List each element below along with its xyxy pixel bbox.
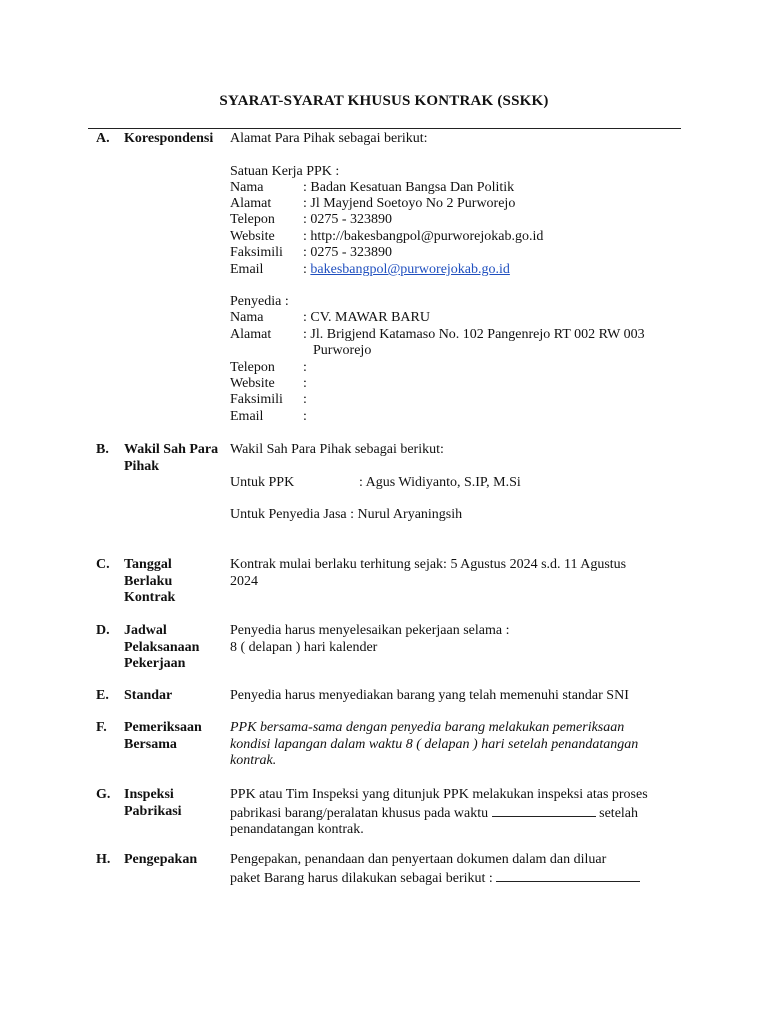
section-f-letter: F. xyxy=(96,720,107,735)
ppk-alamat-label: Alamat xyxy=(230,196,272,211)
section-f-heading-line2: Bersama xyxy=(124,736,177,752)
section-h-text-line2 xyxy=(230,869,640,888)
penyedia-telepon-value: : xyxy=(303,360,307,375)
section-f-text-line1: PPK bersama-sama dengan penyedia barang melakukan pemeriksaan xyxy=(230,720,625,735)
section-h-letter: H. xyxy=(96,852,111,867)
penyedia-website-label: Website xyxy=(230,376,275,391)
section-g-text-line1: PPK atau Tim Inspeksi yang ditunjuk PPK melakukan inspeksi atas proses xyxy=(230,787,648,802)
section-a-heading: Korespondensi xyxy=(124,131,214,146)
section-c-text-line2: 2024 xyxy=(230,573,258,589)
penyedia-alamat-label: Alamat xyxy=(230,327,272,342)
ppk-telepon-label: Telepon xyxy=(230,212,275,227)
penyedia-faksimili-value: : xyxy=(303,392,307,407)
wakil-ppk-value: : Agus Widiyanto, S.IP, M.Si xyxy=(359,475,521,490)
section-g-heading-line2: Pabrikasi xyxy=(124,803,182,819)
penyedia-label: Penyedia : xyxy=(230,294,289,309)
ppk-website-label: Website xyxy=(230,229,275,244)
section-d-text-line1: Penyedia harus menyelesaikan pekerjaan selama : xyxy=(230,623,510,638)
penyedia-nama-value: : CV. MAWAR BARU xyxy=(303,310,430,325)
ppk-email-colon: : xyxy=(303,262,307,277)
section-d-heading-line2: Pelaksanaan xyxy=(124,639,200,655)
ppk-faksimili-value: : 0275 - 323890 xyxy=(303,245,393,260)
section-c-heading-line3: Kontrak xyxy=(124,590,176,605)
penyedia-telepon-label: Telepon xyxy=(230,360,275,375)
section-d-heading-line1: Jadwal xyxy=(124,623,167,638)
section-h-text-line1: Pengepakan, penandaan dan penyertaan dokumen dalam dan diluar xyxy=(230,852,607,867)
section-c-text xyxy=(230,557,626,590)
page-title: SYARAT-SYARAT KHUSUS KONTRAK (SSKK) xyxy=(219,93,549,109)
penyedia-faksimili-label: Faksimili xyxy=(230,392,283,407)
section-g-text-line2-end: setelah xyxy=(599,805,639,821)
section-h-blank-field xyxy=(496,869,640,882)
section-e-text: Penyedia harus menyediakan barang yang telah memenuhi standar SNI xyxy=(230,688,629,703)
penyedia-email-label: Email xyxy=(230,409,264,424)
ppk-alamat-value: : Jl Mayjend Soetoyo No 2 Purworejo xyxy=(303,196,516,211)
ppk-website-value: : http://bakesbangpol@purworejokab.go.id xyxy=(303,229,544,244)
section-e-heading: Standar xyxy=(124,688,173,703)
section-c-text-line1: Kontrak mulai berlaku terhitung sejak: 5 Agustus 2024 s.d. 11 Agustus xyxy=(230,557,627,572)
section-e-letter: E. xyxy=(96,688,109,703)
wakil-ppk-label: Untuk PPK xyxy=(230,475,295,490)
section-d-text-line2: 8 ( delapan ) hari kalender xyxy=(230,639,378,655)
ppk-faksimili-label: Faksimili xyxy=(230,245,283,260)
section-c-heading xyxy=(124,557,224,607)
ppk-nama-label: Nama xyxy=(230,180,264,195)
section-c-heading-line1: Tanggal xyxy=(124,557,172,572)
ppk-email-link[interactable]: bakesbangpol@purworejokab.go.id xyxy=(310,262,510,277)
ppk-email-label: Email xyxy=(230,262,264,277)
section-h-heading: Pengepakan xyxy=(124,852,198,867)
section-f-text-line3: kontrak. xyxy=(230,753,277,768)
section-d-text xyxy=(230,623,510,656)
section-d-heading xyxy=(124,623,224,673)
ppk-telepon-value: : 0275 - 323890 xyxy=(303,212,393,227)
section-g-text-line3: penandatangan kontrak. xyxy=(230,822,364,837)
title-divider xyxy=(88,128,681,129)
section-b-heading-line1: Wakil Sah Para xyxy=(124,442,219,457)
section-g-text xyxy=(230,787,648,839)
section-f-heading-line1: Pemeriksaan xyxy=(124,720,202,735)
ppk-email-value xyxy=(303,262,510,279)
ppk-nama-value: : Badan Kesatuan Bangsa Dan Politik xyxy=(303,180,515,195)
section-g-heading xyxy=(124,787,224,820)
penyedia-email-value: : xyxy=(303,409,307,424)
section-f-text xyxy=(230,720,638,770)
section-g-text-line2 xyxy=(230,804,648,823)
section-h-text xyxy=(230,852,640,887)
section-d-heading-line3: Pekerjaan xyxy=(124,656,186,671)
section-h-text-line2-start: paket Barang harus dilakukan sebagai berikut : xyxy=(230,870,493,886)
penyedia-website-value: : xyxy=(303,376,307,391)
section-f-heading xyxy=(124,720,224,753)
section-g-heading-line1: Inspeksi xyxy=(124,787,174,802)
penyedia-alamat-value: : Jl. Brigjend Katamaso No. 102 Pangenrejo RT 002 RW 003 xyxy=(303,327,645,342)
ppk-label: Satuan Kerja PPK : xyxy=(230,164,340,179)
section-b-letter: B. xyxy=(96,442,109,457)
wakil-penyedia-text: Untuk Penyedia Jasa : Nurul Aryaningsih xyxy=(230,507,463,522)
section-f-text-line2: kondisi lapangan dalam waktu 8 ( delapan ) hari setelah penandatangan xyxy=(230,736,639,752)
section-c-heading-line2: Berlaku xyxy=(124,573,173,589)
section-g-letter: G. xyxy=(96,787,111,802)
section-b-heading xyxy=(124,442,224,475)
section-a-letter: A. xyxy=(96,131,110,146)
section-d-letter: D. xyxy=(96,623,110,638)
section-c-letter: C. xyxy=(96,557,110,572)
section-g-blank-field xyxy=(492,804,596,817)
section-g-text-line2-start: pabrikasi barang/peralatan khusus pada waktu xyxy=(230,805,489,821)
penyedia-nama-label: Nama xyxy=(230,310,264,325)
section-b-intro: Wakil Sah Para Pihak sebagai berikut: xyxy=(230,442,444,457)
section-b-heading-line2: Pihak xyxy=(124,458,160,474)
section-a-intro: Alamat Para Pihak sebagai berikut: xyxy=(230,131,428,146)
penyedia-alamat-value-line2: Purworejo xyxy=(313,343,372,358)
